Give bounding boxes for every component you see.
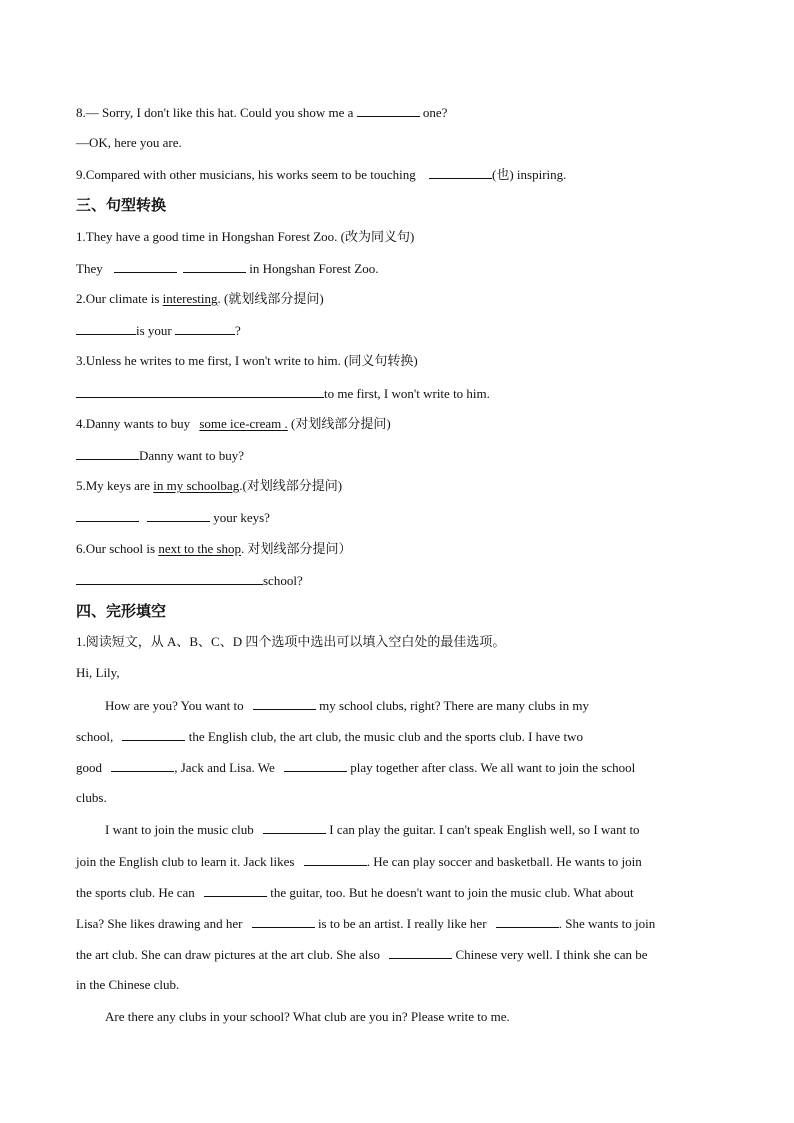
passage-line: in the Chinese club. xyxy=(76,977,180,992)
q-text-b: . (就划线部分提问) xyxy=(217,291,324,306)
passage-line xyxy=(76,914,655,933)
underlined-phrase: next to the shop xyxy=(158,541,242,556)
q-text-a: 4.Danny wants to buy xyxy=(76,416,194,431)
answer-blank[interactable] xyxy=(357,103,420,117)
underlined-phrase: interesting xyxy=(162,291,218,306)
answer-blank[interactable] xyxy=(76,446,139,460)
passage-line xyxy=(76,883,634,902)
question-9 xyxy=(76,165,566,184)
answer-text: to me first, I won't write to him. xyxy=(324,386,490,401)
text: the art club. She can draw pictures at the art club. She also xyxy=(76,947,384,962)
s3-q3: 3.Unless he writes to me first, I won't write to him. (同义句转换) xyxy=(76,353,418,368)
answer-text: your keys? xyxy=(210,510,270,525)
q8-text-b: one? xyxy=(419,105,448,120)
text: play together after class. We all want to join the school xyxy=(347,760,636,775)
answer-prefix: They xyxy=(76,261,106,276)
s3-q4 xyxy=(76,415,391,433)
answer-text: ? xyxy=(235,323,241,338)
cloze-blank[interactable] xyxy=(253,696,316,710)
s3-q5-answer xyxy=(76,508,270,527)
s3-q6-answer xyxy=(76,571,303,590)
answer-blank[interactable] xyxy=(76,508,139,522)
s3-q1: 1.They have a good time in Hongshan Forest Zoo. (改为同义句) xyxy=(76,229,415,244)
passage-line: Are there any clubs in your school? What club are you in? Please write to me. xyxy=(105,1009,510,1024)
s3-q1-answer xyxy=(76,259,379,278)
passage-line xyxy=(105,820,640,839)
passage-line xyxy=(76,727,583,746)
answer-blank[interactable] xyxy=(76,571,263,585)
answer-blank[interactable] xyxy=(175,321,235,335)
q-text-a: 2.Our climate is xyxy=(76,291,163,306)
cloze-blank[interactable] xyxy=(122,727,185,741)
answer-text: school? xyxy=(263,573,303,588)
cloze-blank[interactable] xyxy=(496,914,559,928)
question-8 xyxy=(76,103,447,122)
text: join the English club to learn it. Jack likes xyxy=(76,854,298,869)
section-4-title: 四、完形填空 xyxy=(76,602,167,620)
text: good xyxy=(76,760,106,775)
answer-blank[interactable] xyxy=(76,321,136,335)
text: . She wants to join xyxy=(558,916,656,931)
passage-line xyxy=(76,852,642,871)
s3-q4-answer xyxy=(76,446,244,465)
text: I can play the guitar. I can't speak English well, so I want to xyxy=(326,822,640,837)
q9-text-b: (也) inspiring. xyxy=(492,167,567,182)
q-text-a: 6.Our school is xyxy=(76,541,159,556)
cloze-blank[interactable] xyxy=(284,758,347,772)
text: Chinese very well. I think she can be xyxy=(452,947,648,962)
s3-q5 xyxy=(76,477,342,495)
cloze-blank[interactable] xyxy=(389,945,452,959)
answer-blank[interactable] xyxy=(183,259,246,273)
section-3-title: 三、句型转换 xyxy=(76,196,167,214)
text: . He can play soccer and basketball. He wants to join xyxy=(366,854,642,869)
q9-text-a: 9.Compared with other musicians, his works seem to be touching xyxy=(76,167,420,182)
section-4-instruction: 1.阅读短文，从 A、B、C、D 四个选项中选出可以填入空白处的最佳选项。 xyxy=(76,634,506,649)
text: the sports club. He can xyxy=(76,885,199,900)
text: I want to join the music club xyxy=(105,822,258,837)
text: , Jack and Lisa. We xyxy=(174,760,279,775)
passage-line xyxy=(76,758,635,777)
letter-greeting: Hi, Lily, xyxy=(76,665,120,680)
s3-q3-answer xyxy=(76,384,490,403)
answer-suffix: in Hongshan Forest Zoo. xyxy=(245,261,379,276)
s3-q2 xyxy=(76,290,324,308)
passage-line xyxy=(105,696,589,715)
underlined-phrase: some ice-cream . xyxy=(199,416,288,431)
cloze-blank[interactable] xyxy=(304,852,367,866)
q-text-b: . 对划线部分提问） xyxy=(241,541,352,556)
cloze-blank[interactable] xyxy=(111,758,174,772)
answer-blank[interactable] xyxy=(147,508,210,522)
text: is to be an artist. I really like her xyxy=(314,916,490,931)
answer-blank[interactable] xyxy=(114,259,177,273)
answer-text: Danny want to buy? xyxy=(139,448,245,463)
text: my school clubs, right? There are many clubs in my xyxy=(315,698,589,713)
q8-reply: —OK, here you are. xyxy=(76,135,182,150)
cloze-blank[interactable] xyxy=(204,883,267,897)
cloze-blank[interactable] xyxy=(263,820,326,834)
passage-line: clubs. xyxy=(76,790,107,805)
underlined-phrase: in my schoolbag xyxy=(153,478,240,493)
passage-line xyxy=(76,945,648,964)
q-text-b: (对划线部分提问) xyxy=(287,416,391,431)
text: Lisa? She likes drawing and her xyxy=(76,916,246,931)
cloze-blank[interactable] xyxy=(252,914,315,928)
text: school, xyxy=(76,729,117,744)
q-text-a: 5.My keys are xyxy=(76,478,154,493)
answer-blank[interactable] xyxy=(76,384,324,398)
text: How are you? You want to xyxy=(105,698,247,713)
text: the guitar, too. But he doesn't want to join the music club. What about xyxy=(267,885,634,900)
s3-q2-answer xyxy=(76,321,241,340)
q-text-b: .(对划线部分提问) xyxy=(239,478,343,493)
answer-blank[interactable] xyxy=(429,165,492,179)
q8-text-a: 8.— Sorry, I don't like this hat. Could you show me a xyxy=(76,105,357,120)
s3-q6 xyxy=(76,540,352,558)
answer-text: is your xyxy=(136,323,175,338)
text: the English club, the art club, the music club and the sports club. I have two xyxy=(185,729,583,744)
